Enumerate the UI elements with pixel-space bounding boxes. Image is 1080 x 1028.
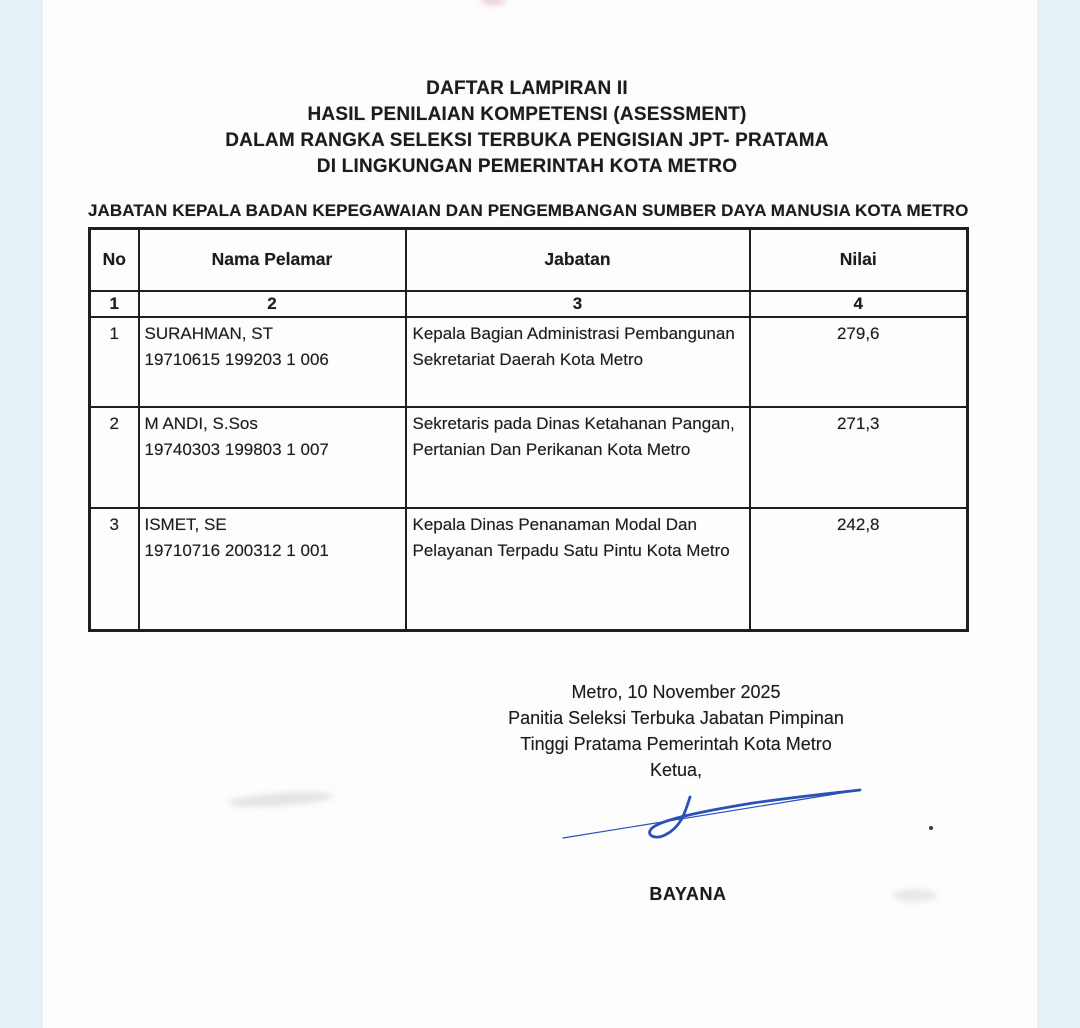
table-row bbox=[90, 508, 968, 631]
applicant-cell bbox=[139, 317, 406, 407]
committee-line-2: Tinggi Pratama Pemerintah Kota Metro bbox=[520, 734, 832, 754]
title-line-4: DI LINGKUNGAN PEMERINTAH KOTA METRO bbox=[316, 156, 738, 177]
ink-dot-artifact bbox=[929, 826, 933, 830]
column-number-row bbox=[90, 291, 968, 317]
document-title bbox=[43, 76, 1011, 180]
row-number: 3 bbox=[90, 508, 139, 631]
nilai-cell: 279,6 bbox=[750, 317, 968, 407]
title-line-1: DAFTAR LAMPIRAN II bbox=[426, 78, 628, 99]
applicant-cell bbox=[139, 508, 406, 631]
row-number: 1 bbox=[90, 317, 139, 407]
handwritten-signature bbox=[513, 775, 913, 855]
place-date-line: Metro, 10 November 2025 bbox=[571, 682, 781, 702]
nilai-cell: 271,3 bbox=[750, 407, 968, 508]
jabatan-cell: Kepala Dinas Penanaman Modal Dan Pelayanan Terpadu Satu Pintu Kota Metro bbox=[406, 508, 750, 631]
header-no: No bbox=[90, 229, 139, 291]
scan-smudge-artifact bbox=[893, 889, 937, 902]
jabatan-cell: Kepala Bagian Administrasi Pembangunan Sekretariat Daerah Kota Metro bbox=[406, 317, 750, 407]
applicant-nip: 19710716 200312 1 001 bbox=[144, 540, 329, 560]
table-row bbox=[90, 407, 968, 508]
table-header-row bbox=[90, 229, 968, 291]
title-line-3: DALAM RANGKA SELEKSI TERBUKA PENGISIAN JPT- PRATAMA bbox=[225, 130, 829, 151]
jabatan-cell: Sekretaris pada Dinas Ketahanan Pangan, Pertanian Dan Perikanan Kota Metro bbox=[406, 407, 750, 508]
scan-smudge-artifact bbox=[228, 789, 334, 809]
signer-name: BAYANA bbox=[649, 884, 727, 904]
applicant-name: SURAHMAN, ST bbox=[144, 323, 273, 343]
committee-line-1: Panitia Seleksi Terbuka Jabatan Pimpinan bbox=[508, 708, 844, 728]
applicant-nip: 19710615 199203 1 006 bbox=[144, 349, 329, 369]
nilai-cell: 242,8 bbox=[750, 508, 968, 631]
header-nama-pelamar: Nama Pelamar bbox=[139, 229, 406, 291]
column-number-2: 2 bbox=[139, 291, 406, 317]
column-number-4: 4 bbox=[750, 291, 968, 317]
applicant-nip: 19740303 199803 1 007 bbox=[144, 439, 329, 459]
applicant-name: M ANDI, S.Sos bbox=[144, 413, 258, 433]
position-heading: JABATAN KEPALA BADAN KEPEGAWAIAN DAN PENGEMBANGAN SUMBER DAYA MANUSIA KOTA METRO bbox=[88, 201, 969, 220]
header-jabatan: Jabatan bbox=[406, 229, 750, 291]
header-nilai: Nilai bbox=[750, 229, 968, 291]
document-page bbox=[43, 0, 1037, 1028]
applicant-cell bbox=[139, 407, 406, 508]
column-number-3: 3 bbox=[406, 291, 750, 317]
column-number-1: 1 bbox=[90, 291, 139, 317]
scan-smudge-artifact bbox=[480, 0, 506, 5]
row-number: 2 bbox=[90, 407, 139, 508]
applicant-name: ISMET, SE bbox=[144, 514, 227, 534]
role-line: Ketua, bbox=[649, 760, 703, 780]
table-row bbox=[90, 317, 968, 407]
title-line-2: HASIL PENILAIAN KOMPETENSI (ASESSMENT) bbox=[307, 104, 747, 125]
signature-block bbox=[426, 679, 926, 783]
assessment-results-table bbox=[88, 227, 969, 632]
